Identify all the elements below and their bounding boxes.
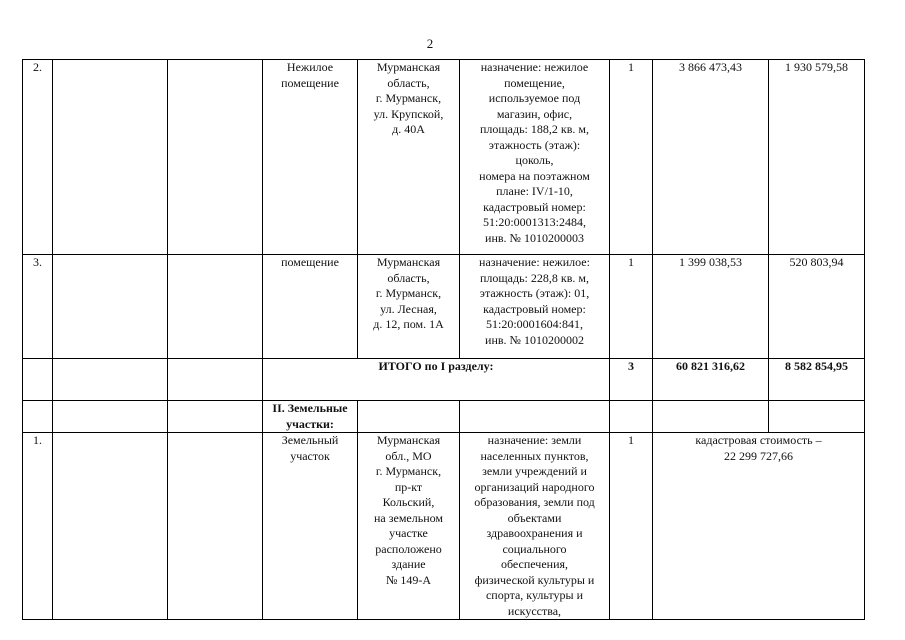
- empty-cell: [23, 401, 53, 433]
- book-value: 3 866 473,43: [653, 60, 769, 255]
- quantity: 1: [610, 255, 653, 359]
- table-row: [23, 60, 865, 255]
- empty-cell: [358, 401, 460, 433]
- object-name: помещение: [263, 255, 358, 359]
- total-book-value: 60 821 316,62: [653, 359, 769, 401]
- table-row: [23, 255, 865, 359]
- row-index: 2.: [23, 60, 53, 255]
- empty-cell: [53, 60, 168, 255]
- empty-cell: [168, 255, 263, 359]
- object-name: Земельный участок: [263, 433, 358, 620]
- empty-cell: [610, 401, 653, 433]
- object-name: Нежилое помещение: [263, 60, 358, 255]
- empty-cell: [168, 433, 263, 620]
- empty-cell: [653, 401, 769, 433]
- object-address: Мурманская обл., МО г. Мурманск, пр-кт Кольский, на земельном участке расположено здание № 149-А: [358, 433, 460, 620]
- empty-cell: [460, 401, 610, 433]
- quantity: 1: [610, 60, 653, 255]
- empty-cell: [769, 401, 865, 433]
- total-quantity: 3: [610, 359, 653, 401]
- empty-cell: [53, 359, 168, 401]
- section-heading: II. Земельные участки:: [263, 401, 358, 433]
- object-details: назначение: нежилое: площадь: 228,8 кв. м, этажность (этаж): 01, кадастровый номер: 51:20:0001604:841, инв. № 1010200002: [460, 255, 610, 359]
- object-details: назначение: земли населенных пунктов, земли учреждений и организаций народного образования, земли под объектами здравоохранения и социального обеспечения, физической культуры и спорта, культуры и искусства,: [460, 433, 610, 620]
- object-address: Мурманская область, г. Мурманск, ул. Крупской, д. 40А: [358, 60, 460, 255]
- empty-cell: [53, 255, 168, 359]
- empty-cell: [53, 401, 168, 433]
- section-heading-row: [23, 401, 865, 433]
- row-index: 3.: [23, 255, 53, 359]
- empty-cell: [168, 401, 263, 433]
- object-details: назначение: нежилое помещение, используемое под магазин, офис, площадь: 188,2 кв. м, этажность (этаж): цоколь, номера на поэтажном плане: IV/1-10, кадастровый номер: 51:20:0001313:2484, инв. № 1010200003: [460, 60, 610, 255]
- cadastral-value: кадастровая стоимость – 22 299 727,66: [653, 433, 865, 620]
- empty-cell: [23, 359, 53, 401]
- book-value: 1 399 038,53: [653, 255, 769, 359]
- page-number: 2: [426, 36, 434, 51]
- empty-cell: [168, 359, 263, 401]
- table-row: [23, 433, 865, 620]
- residual-value: 520 803,94: [769, 255, 865, 359]
- quantity: 1: [610, 433, 653, 620]
- total-row: [23, 359, 865, 401]
- empty-cell: [53, 433, 168, 620]
- total-residual-value: 8 582 854,95: [769, 359, 865, 401]
- total-label: ИТОГО по I разделу:: [263, 359, 610, 401]
- object-address: Мурманская область, г. Мурманск, ул. Лесная, д. 12, пом. 1А: [358, 255, 460, 359]
- residual-value: 1 930 579,58: [769, 60, 865, 255]
- property-register-table: [22, 59, 865, 620]
- empty-cell: [168, 60, 263, 255]
- row-index: 1.: [23, 433, 53, 620]
